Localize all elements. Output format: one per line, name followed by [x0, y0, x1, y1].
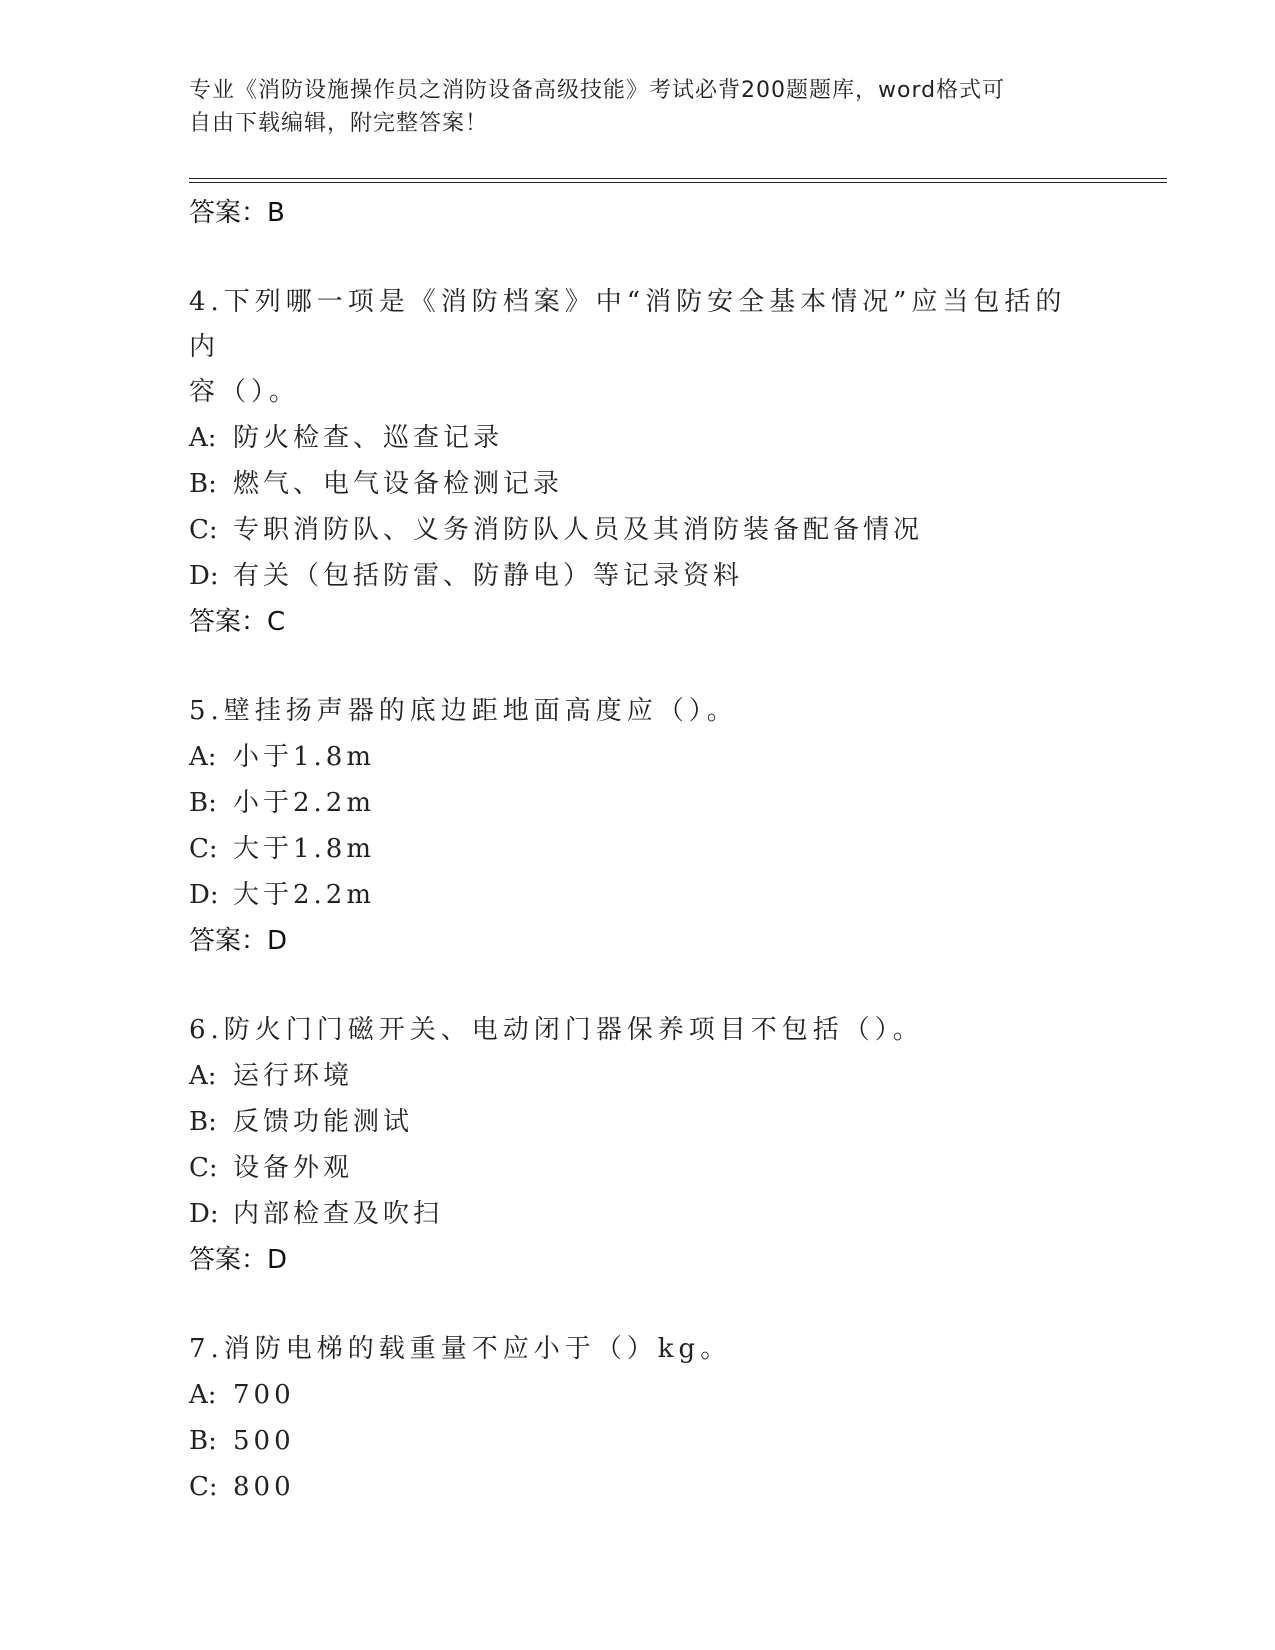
- option-key: C:: [189, 834, 218, 864]
- option-d: [189, 1191, 1089, 1237]
- option-text: 设备外观: [233, 1153, 354, 1183]
- answer-label: 答案：: [189, 1245, 268, 1275]
- option-c: [189, 826, 1089, 872]
- option-key: A:: [189, 742, 217, 772]
- option-text: 700: [233, 1380, 295, 1410]
- option-c: [189, 507, 1089, 553]
- option-text: 反馈功能测试: [233, 1107, 414, 1137]
- option-text: 800: [233, 1472, 295, 1502]
- answer-value: D: [267, 926, 288, 956]
- spacer: [189, 1283, 1089, 1327]
- question-7: [189, 1327, 1089, 1510]
- option-a: [189, 1372, 1089, 1418]
- question-list: [189, 190, 1089, 1510]
- option-b: [189, 461, 1089, 507]
- spacer: [189, 964, 1089, 1008]
- option-text: 专职消防队、义务消防队人员及其消防装备配备情况: [233, 515, 924, 545]
- option-b: [189, 1418, 1089, 1464]
- option-text: 运行环境: [233, 1061, 354, 1091]
- option-key: B:: [189, 1426, 217, 1456]
- option-text: 内部检查及吹扫: [233, 1199, 444, 1229]
- previous-answer: [189, 190, 1089, 236]
- option-b: [189, 780, 1089, 826]
- option-key: B:: [189, 1107, 217, 1137]
- option-d: [189, 553, 1089, 599]
- question-answer: [189, 918, 1089, 964]
- option-c: [189, 1464, 1089, 1510]
- option-text: 大于2.2m: [233, 880, 376, 910]
- option-key: D:: [189, 880, 219, 910]
- option-key: D:: [189, 1199, 219, 1229]
- answer-label: 答案：: [189, 607, 268, 637]
- question-text-continued: 容（）。: [189, 377, 301, 407]
- answer-value: D: [267, 1245, 288, 1275]
- header-divider: [189, 178, 1167, 183]
- option-key: A:: [189, 1061, 217, 1091]
- header-line-1: 专业《消防设施操作员之消防设备高级技能》考试必背200题题库，word格式可: [189, 78, 1006, 103]
- option-b: [189, 1099, 1089, 1145]
- question-5: [189, 689, 1089, 964]
- option-a: [189, 1053, 1089, 1099]
- question-text: 7.消防电梯的载重量不应小于（）kg。: [189, 1334, 732, 1364]
- answer-label: 答案：: [189, 198, 268, 228]
- question-text: 4.下列哪一项是《消防档案》中“消防安全基本情况”应当包括的内: [189, 287, 1067, 362]
- option-text: 小于1.8m: [233, 742, 376, 772]
- spacer: [189, 645, 1089, 689]
- option-text: 燃气、电气设备检测记录: [233, 469, 564, 499]
- option-key: A:: [189, 423, 217, 453]
- answer-value: C: [267, 607, 286, 637]
- option-d: [189, 872, 1089, 918]
- option-key: B:: [189, 469, 217, 499]
- option-key: C:: [189, 1153, 218, 1183]
- option-key: C:: [189, 515, 218, 545]
- question-text: 6.防火门门磁开关、电动闭门器保养项目不包括（）。: [189, 1015, 924, 1045]
- question-4: [189, 280, 1089, 645]
- option-key: C:: [189, 1472, 218, 1502]
- option-c: [189, 1145, 1089, 1191]
- option-text: 小于2.2m: [233, 788, 376, 818]
- question-answer: [189, 599, 1089, 645]
- option-text: 500: [233, 1426, 295, 1456]
- answer-label: 答案：: [189, 926, 268, 956]
- option-text: 大于1.8m: [233, 834, 376, 864]
- answer-value: B: [267, 198, 285, 228]
- header-line-2: 自由下载编辑，附完整答案！: [189, 111, 489, 136]
- spacer: [189, 236, 1089, 280]
- document-header: [189, 74, 1089, 140]
- option-key: A:: [189, 1380, 217, 1410]
- question-answer: [189, 1237, 1089, 1283]
- option-a: [189, 415, 1089, 461]
- question-text: 5.壁挂扬声器的底边距地面高度应（）。: [189, 696, 738, 726]
- option-key: B:: [189, 788, 217, 818]
- question-6: [189, 1008, 1089, 1283]
- option-text: 防火检查、巡查记录: [233, 423, 504, 453]
- option-key: D:: [189, 561, 219, 591]
- option-a: [189, 734, 1089, 780]
- option-text: 有关（包括防雷、防静电）等记录资料: [233, 561, 744, 591]
